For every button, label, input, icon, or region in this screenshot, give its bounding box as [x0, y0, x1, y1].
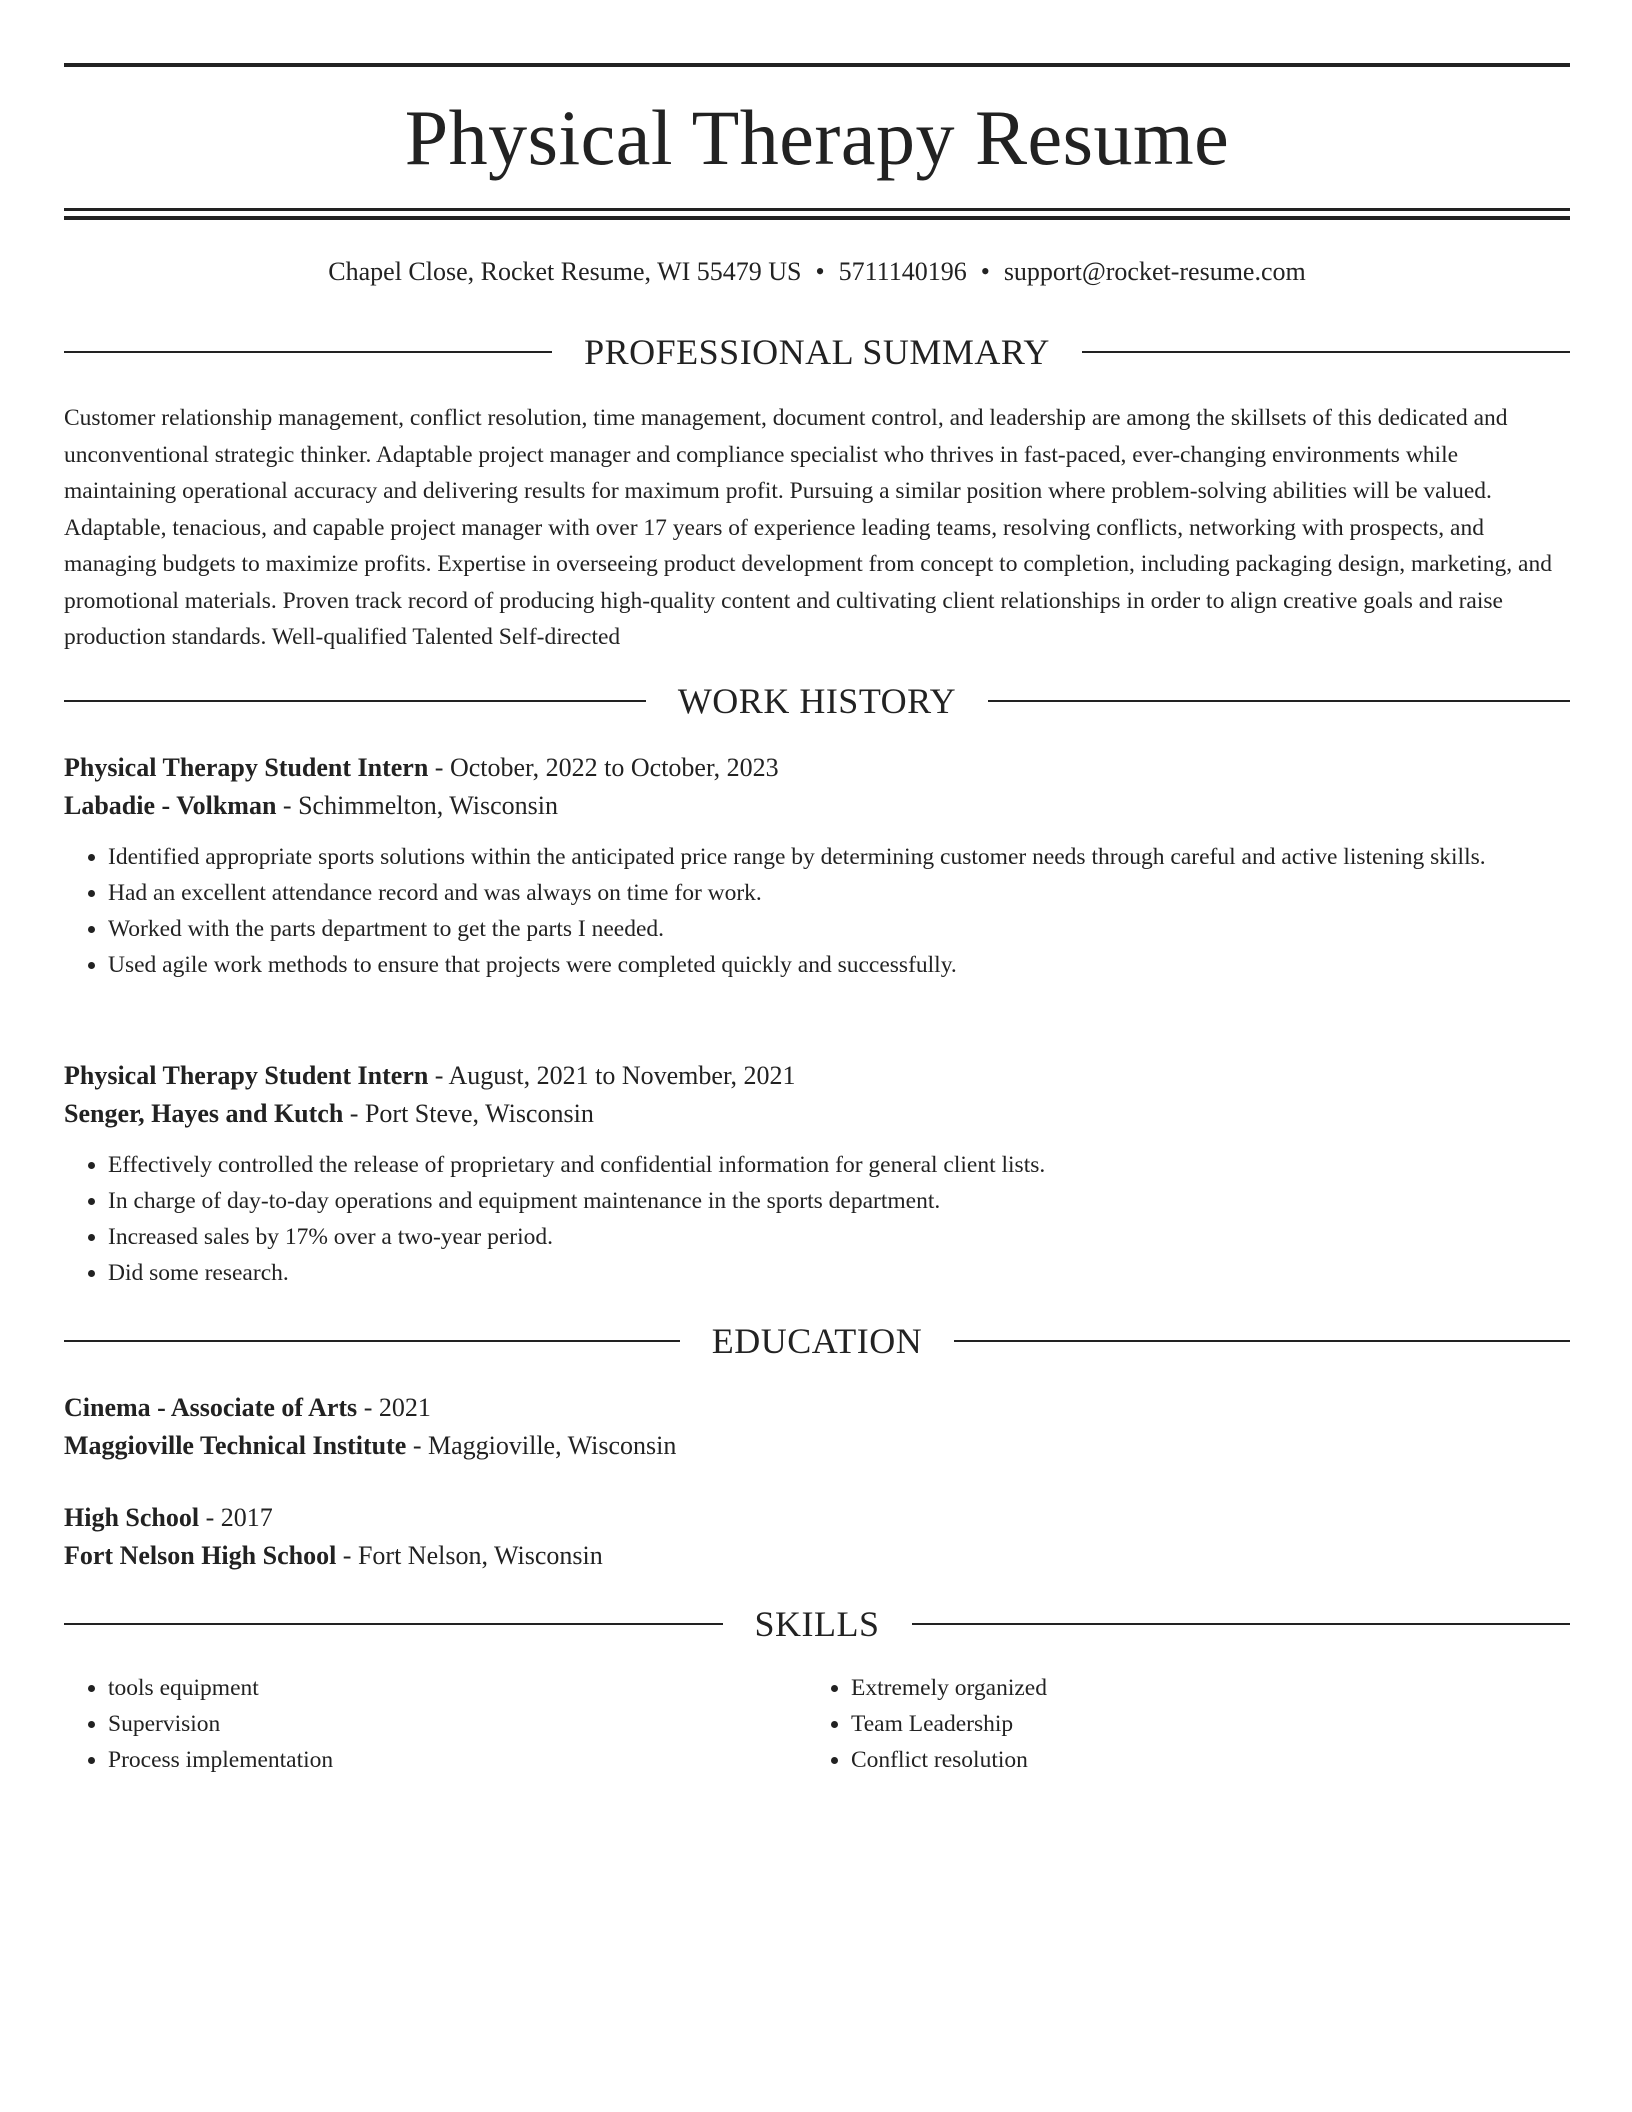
heading-divider-left: [64, 351, 552, 353]
skills-heading-label: SKILLS: [754, 1604, 880, 1644]
degree-year: - 2017: [199, 1503, 273, 1532]
education-entry: [64, 1389, 1570, 1465]
job-duty: • In charge of day-to-day operations and equipment maintenance in the sports department.: [108, 1183, 1570, 1219]
skills-list-left: [64, 1670, 807, 1778]
header-top-rule: [64, 63, 1570, 67]
job-company: Labadie - Volkman: [64, 791, 277, 820]
contact-phone: 5711140196: [838, 257, 967, 286]
school-line: [64, 1427, 1570, 1465]
job-dates: - October, 2022 to October, 2023: [428, 753, 779, 782]
school-location: - Fort Nelson, Wisconsin: [336, 1541, 603, 1570]
skills-columns: [64, 1670, 1570, 1778]
job-company: Senger, Hayes and Kutch: [64, 1099, 344, 1128]
work-entry: [64, 1057, 1570, 1291]
work-heading-label: WORK HISTORY: [677, 681, 957, 721]
degree-name: Cinema - Associate of Arts: [64, 1393, 358, 1422]
job-title: Physical Therapy Student Intern: [64, 753, 429, 782]
job-location: - Port Steve, Wisconsin: [343, 1099, 594, 1128]
header-bottom-rule-2: [64, 216, 1570, 220]
contact-email: support@rocket-resume.com: [1003, 257, 1306, 286]
skill-item: • Process implementation: [108, 1742, 807, 1778]
degree-line: [64, 1499, 1570, 1537]
job-title: Physical Therapy Student Intern: [64, 1061, 429, 1090]
school-line: [64, 1537, 1570, 1575]
summary-section-heading: [64, 330, 1570, 374]
skill-item: • Team Leadership: [851, 1706, 1550, 1742]
contact-separator: •: [815, 257, 825, 286]
job-company-line: [64, 1095, 1570, 1133]
heading-divider-right: [954, 1340, 1570, 1342]
skill-item: • tools equipment: [108, 1670, 807, 1706]
summary-text: Customer relationship management, conflict resolution, time management, document control, and leadership are among the skillsets of this dedicated and unconventional strategic thinker. Adaptable project manager and compliance specialist who thrives in fast-paced, ever-changing environments while maintaining operational accuracy and delivering results for maximum profit. Pursuing a similar position where problem-solving abilities will be valued. Adaptable, tenacious, and capable project manager with over 17 years of experience leading teams, resolving conflicts, networking with prospects, and managing budgets to maximize profits. Expertise in overseeing product development from concept to completion, including packaging design, marketing, and promotional materials. Proven track record of producing high-quality content and cultivating client relationships in order to align creative goals and raise production standards. Well-qualified Talented Self-directed: [64, 405, 1552, 650]
degree-name: High School: [64, 1503, 200, 1532]
skill-item: • Supervision: [108, 1706, 807, 1742]
skill-item: • Extremely organized: [851, 1670, 1550, 1706]
job-company-line: [64, 787, 1570, 825]
header-bottom-rule-1: [64, 208, 1570, 211]
contact-separator: •: [980, 257, 990, 286]
contact-line: [64, 254, 1570, 290]
heading-divider-left: [64, 700, 646, 702]
job-duty: • Effectively controlled the release of proprietary and confidential information for general client lists.: [108, 1147, 1570, 1183]
degree-line: [64, 1389, 1570, 1427]
heading-divider-left: [64, 1340, 680, 1342]
job-duty: • Identified appropriate sports solutions within the anticipated price range by determining customer needs through careful and active listening skills.: [108, 839, 1570, 875]
resume-title: Physical Therapy Resume: [404, 94, 1230, 181]
skills-section-heading: [64, 1602, 1570, 1646]
job-duty: • Worked with the parts department to get the parts I needed.: [108, 911, 1570, 947]
heading-divider-right: [912, 1623, 1571, 1625]
job-duty: • Had an excellent attendance record and was always on time for work.: [108, 875, 1570, 911]
summary-heading-label: PROFESSIONAL SUMMARY: [584, 332, 1050, 372]
degree-year: - 2021: [357, 1393, 431, 1422]
school-name: Fort Nelson High School: [64, 1541, 337, 1570]
job-duties-list: [64, 1147, 1570, 1291]
work-entry: [64, 749, 1570, 983]
school-name: Maggioville Technical Institute: [64, 1431, 407, 1460]
education-entry: [64, 1499, 1570, 1575]
skill-item: • Conflict resolution: [851, 1742, 1550, 1778]
skills-list-right: [807, 1670, 1550, 1778]
job-dates: - August, 2021 to November, 2021: [428, 1061, 796, 1090]
education-section-heading: [64, 1319, 1570, 1363]
job-title-line: [64, 1057, 1570, 1095]
job-duty: • Did some research.: [108, 1255, 1570, 1291]
job-duties-list: [64, 839, 1570, 983]
heading-divider-right: [1082, 351, 1570, 353]
school-location: - Maggioville, Wisconsin: [406, 1431, 677, 1460]
job-location: - Schimmelton, Wisconsin: [276, 791, 558, 820]
contact-address: Chapel Close, Rocket Resume, WI 55479 US: [328, 257, 802, 286]
heading-divider-right: [988, 700, 1570, 702]
job-duty: • Increased sales by 17% over a two-year period.: [108, 1219, 1570, 1255]
education-heading-label: EDUCATION: [711, 1321, 923, 1361]
job-duty: • Used agile work methods to ensure that projects were completed quickly and successfully.: [108, 947, 1570, 983]
heading-divider-left: [64, 1623, 723, 1625]
work-section-heading: [64, 679, 1570, 723]
job-title-line: [64, 749, 1570, 787]
